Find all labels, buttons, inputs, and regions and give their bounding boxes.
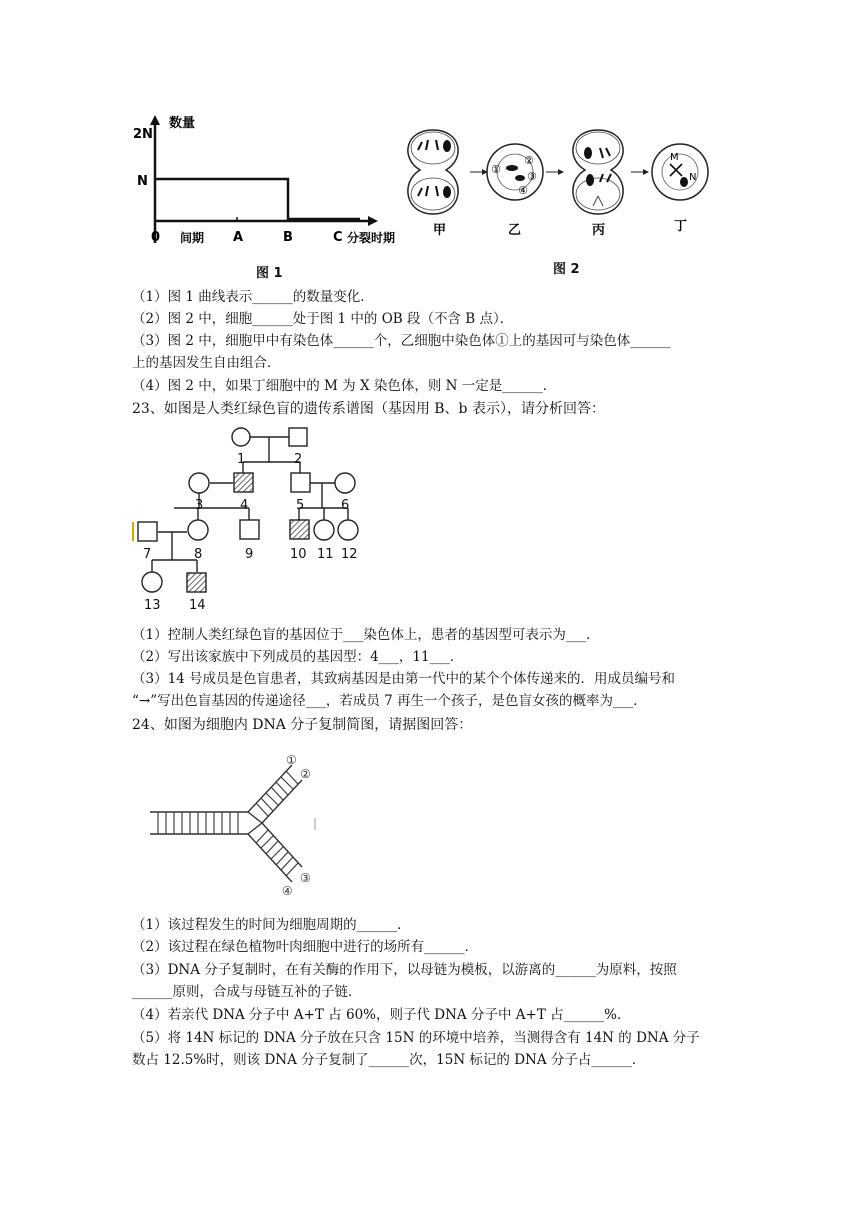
pedigree-number-3: 3 xyxy=(195,498,204,513)
x-tick-c: C xyxy=(333,230,343,245)
pedigree-number-8: 8 xyxy=(194,547,203,562)
individual-1 xyxy=(232,428,250,446)
pedigree-number-12: 12 xyxy=(341,547,358,562)
cell-yi-label-1: ① xyxy=(491,163,501,176)
pedigree-number-2: 2 xyxy=(294,452,303,467)
q24-part-5-line-2: 数占 12.5%时，则该 DNA 分子复制了______次，15N 标记的 DNA 分子占______． xyxy=(132,1052,646,1068)
q22-part-1: （1）图 1 曲线表示______的数量变化． xyxy=(132,289,374,305)
q23-part-1: （1）控制人类红绿色盲的基因位于___染色体上，患者的基因型可表示为___． xyxy=(132,627,600,643)
individual-8 xyxy=(188,520,208,540)
cell-yi-label-3: ③ xyxy=(527,170,537,183)
q23-part-2: （2）写出该家族中下列成员的基因型：4___，11___． xyxy=(132,649,464,665)
q24-part-1: （1）该过程发生的时间为细胞周期的______． xyxy=(132,917,411,933)
figure-2-cells xyxy=(400,118,720,238)
pedigree-number-11: 11 xyxy=(317,547,334,562)
cell-label-jia: 甲 xyxy=(433,223,447,238)
cell-yi-label-2: ② xyxy=(524,154,534,167)
q24-part-2: （2）该过程在绿色植物叶肉细胞中进行的场所有______． xyxy=(132,939,479,955)
individual-5 xyxy=(291,473,310,492)
y-tick-2n: 2N xyxy=(133,127,153,142)
individual-9 xyxy=(240,520,259,539)
individual-10 xyxy=(290,520,309,539)
q22-part-4: （4）图 2 中，如果丁细胞中的 M 为 X 染色体，则 N 一定是______． xyxy=(132,378,557,394)
cell-yi xyxy=(487,144,543,200)
q24-title: 24、如图为细胞内 DNA 分子复制简图，请据图回答： xyxy=(132,717,473,733)
pedigree-number-1: 1 xyxy=(237,452,246,467)
cell-yi-label-4: ④ xyxy=(518,184,528,197)
pedigree-chart xyxy=(128,420,373,615)
pedigree-number-6: 6 xyxy=(341,498,350,513)
individual-14 xyxy=(187,573,206,592)
y-tick-n: N xyxy=(137,174,148,189)
individual-6 xyxy=(335,473,355,493)
dna-replication-diagram xyxy=(140,750,330,898)
individual-3 xyxy=(189,473,209,493)
pedigree-number-4: 4 xyxy=(240,498,249,513)
cell-bing xyxy=(573,130,623,214)
pedigree-number-13: 13 xyxy=(144,598,161,613)
pedigree-number-10: 10 xyxy=(290,547,307,562)
pedigree-number-9: 9 xyxy=(245,547,254,562)
dna-strand-label-2: ② xyxy=(300,767,311,781)
q22-part-2: （2）图 2 中，细胞______处于图 1 中的 OB 段（不含 B 点）． xyxy=(132,311,514,327)
q24-part-5-line-1: （5）将 14N 标记的 DNA 分子放在只含 15N 的环境中培养，当测得含有 14N 的 DNA 分子 xyxy=(132,1030,700,1046)
q23-part-3-line-2: “→”写出色盲基因的传递途径___，若成员 7 再生一个孩子，是色盲女孩的概率为___． xyxy=(132,693,647,709)
dna-strand-label-3: ③ xyxy=(300,871,311,885)
q24-part-4: （4）若亲代 DNA 分子中 A+T 占 60%，则子代 DNA 分子中 A+T 占______%． xyxy=(132,1007,631,1023)
pedigree-number-5: 5 xyxy=(296,498,305,513)
q22-part-3-line-2: 上的基因发生自由组合． xyxy=(132,355,281,371)
cell-label-ding: 丁 xyxy=(674,219,688,234)
cell-jia xyxy=(408,130,458,214)
chromosome-n-label: N xyxy=(689,172,697,183)
individual-13 xyxy=(142,572,162,592)
origin-label: 0 xyxy=(151,230,161,245)
dna-strand-label-4: ④ xyxy=(282,884,293,898)
q23-title: 23、如图是人类红绿色盲的遗传系谱图（基因用 B、b 表示），请分析回答： xyxy=(132,401,605,417)
x-tick-a: A xyxy=(233,230,244,245)
individual-7 xyxy=(138,522,157,541)
figure-1-graph xyxy=(125,105,396,250)
cell-ding xyxy=(652,144,708,200)
individual-4 xyxy=(234,473,253,492)
pedigree-number-7: 7 xyxy=(143,547,152,562)
dna-strand-label-1: ① xyxy=(286,753,297,767)
pedigree-number-14: 14 xyxy=(189,598,206,613)
q24-part-3-line-2: ______原则，合成与母链互补的子链． xyxy=(132,984,362,1000)
individual-11 xyxy=(314,520,334,540)
x-tick-b: B xyxy=(283,230,293,245)
q24-part-3-line-1: （3）DNA 分子复制时，在有关酶的作用下，以母链为模板，以游离的______为原料，按照 xyxy=(132,962,677,978)
individual-12 xyxy=(338,520,358,540)
figure-1-caption: 图 1 xyxy=(256,266,283,281)
figure-2-caption: 图 2 xyxy=(553,262,580,277)
cell-label-bing: 丙 xyxy=(592,223,606,238)
individual-2 xyxy=(289,428,307,446)
chromosome-m-label: M xyxy=(670,152,679,163)
q23-part-3-line-1: （3）14 号成员是色盲患者，其致病基因是由第一代中的某个个体传递来的．用成员编号和 xyxy=(132,671,676,687)
q22-part-3-line-1: （3）图 2 中，细胞甲中有染色体______个，乙细胞中染色体①上的基因可与染色体______ xyxy=(132,333,671,349)
y-axis-label: 数量 xyxy=(169,116,196,131)
cell-label-yi: 乙 xyxy=(508,223,522,238)
x-tick-interphase: 间期 xyxy=(180,231,205,245)
x-axis-label: 分裂时期 xyxy=(347,231,396,245)
